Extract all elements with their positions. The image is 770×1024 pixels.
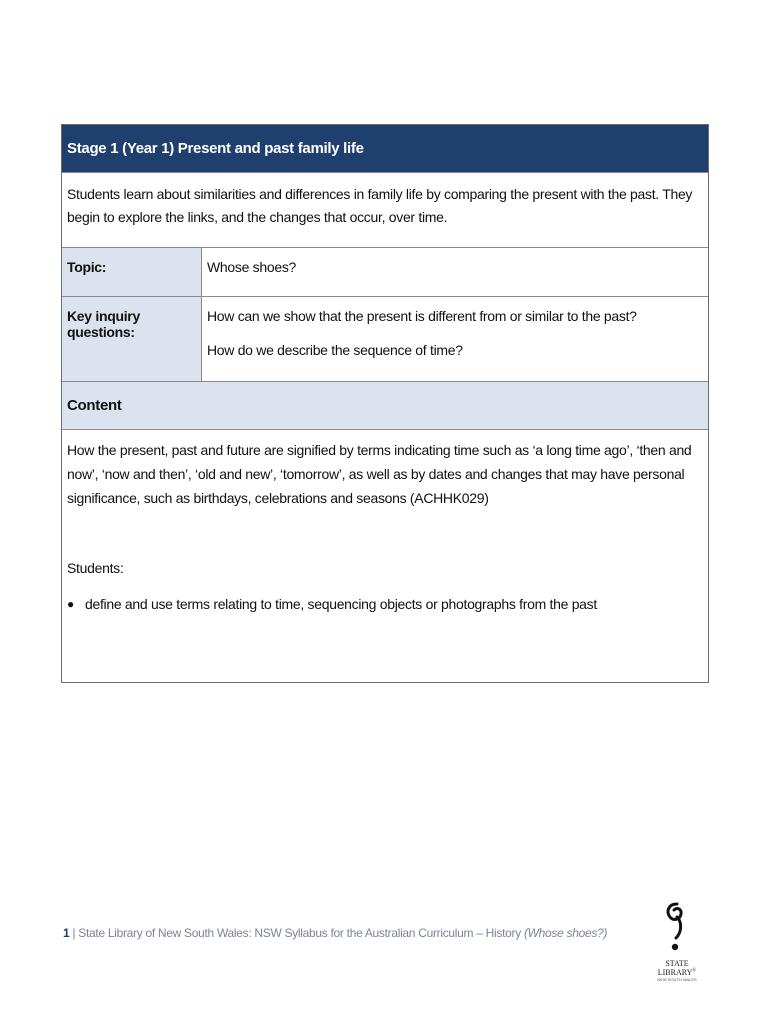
- questions-row: [62, 297, 708, 382]
- table-title: Stage 1 (Year 1) Present and past family life: [62, 125, 708, 173]
- questions-label: Key inquiry questions:: [62, 297, 202, 381]
- content-body: [62, 430, 708, 682]
- question-item: How do we describe the sequence of time?: [207, 342, 463, 358]
- curriculum-table: [61, 124, 709, 683]
- content-heading: Content: [62, 382, 708, 430]
- footer-italic-text: (Whose shoes?): [523, 926, 608, 940]
- page-number: 1: [63, 926, 70, 940]
- intro-text: Students learn about similarities and differences in family life by comparing the present with the past. They begin to explore the links, and the changes that occur, over time.: [62, 173, 708, 248]
- bullet-icon: ●: [67, 597, 74, 611]
- state-library-logo-icon: [662, 902, 692, 952]
- page-footer: [63, 926, 607, 940]
- questions-list: [202, 297, 708, 381]
- logo-name: STATE LIBRARY®: [657, 959, 697, 977]
- topic-label: Topic:: [62, 248, 202, 296]
- question-item: How can we show that the present is different from or similar to the past?: [207, 308, 637, 324]
- state-library-logo: [647, 902, 707, 982]
- bullet-text: define and use terms relating to time, sequencing objects or photographs from the past: [85, 596, 597, 612]
- content-text: How the present, past and future are signified by terms indicating time such as ‘a long time ago’, ‘then and now’, ‘now and then’, ‘old and new’, ‘tomorrow’, as well as by dates and changes that may have personal significance, such as birthdays, celebrations and seasons (ACHHK029): [67, 442, 692, 506]
- list-item: [67, 592, 703, 616]
- topic-row: [62, 248, 708, 297]
- bullet-list: [67, 592, 703, 616]
- topic-value: Whose shoes?: [207, 259, 297, 275]
- students-label: Students:: [67, 560, 124, 576]
- footer-separator: |: [72, 926, 76, 940]
- footer-text: State Library of New South Wales: NSW Syllabus for the Australian Curriculum – History: [78, 926, 521, 940]
- logo-subtitle: NEW SOUTH WALES: [657, 977, 697, 982]
